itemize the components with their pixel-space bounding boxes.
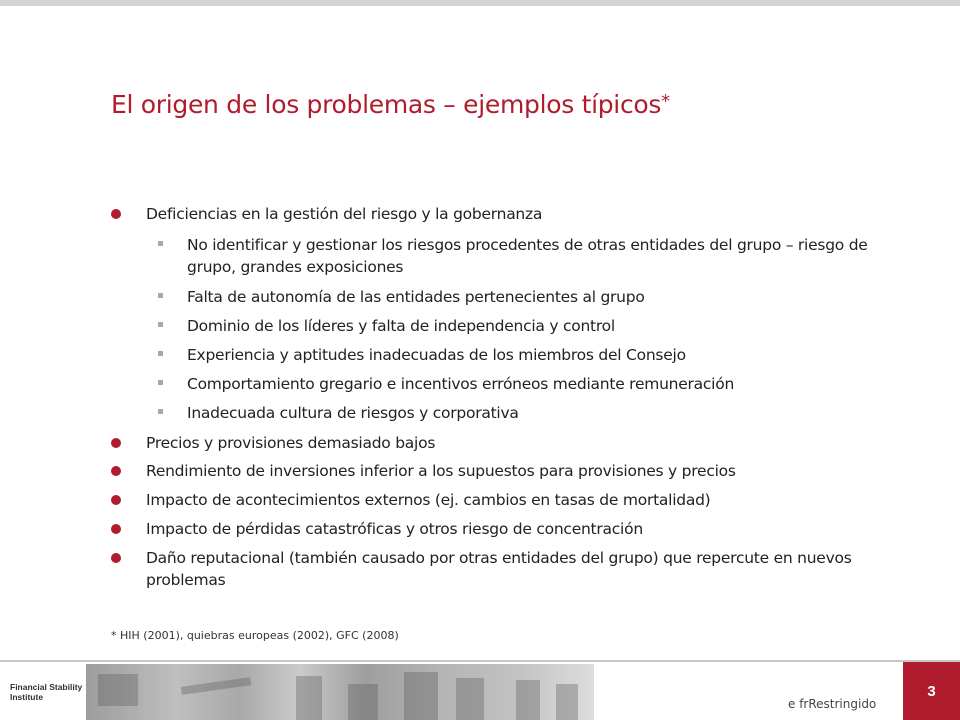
sub-bullet-marker	[158, 351, 163, 356]
bullet-item: Daño reputacional (también causado por otras entidades del grupo) que repercute en nuevos problemas	[146, 549, 852, 589]
footnote: * HIH (2001), quiebras europeas (2002), GFC (2008)	[111, 629, 399, 642]
sub-bullet-item: Falta de autonomía de las entidades pertenecientes al grupo	[187, 288, 645, 306]
bullet-item: Deficiencias en la gestión del riesgo y la gobernanza	[146, 205, 543, 223]
bullet-dot	[111, 524, 121, 534]
sub-bullet-marker	[158, 293, 163, 298]
title-footnote-marker: *	[661, 91, 670, 112]
bullet-dot	[111, 553, 121, 563]
institute-logo	[10, 682, 82, 702]
bullet-dot	[111, 438, 121, 448]
page-number: 3	[903, 662, 960, 720]
bullet-item: Precios y provisiones demasiado bajos	[146, 434, 436, 452]
sub-bullet-marker	[158, 241, 163, 246]
sub-bullet-item: No identificar y gestionar los riesgos procedentes de otras entidades del grupo – riesgo de grupo, grandes exposiciones	[187, 236, 868, 276]
logo-line: Institute	[10, 692, 44, 702]
bullet-item: Rendimiento de inversiones inferior a los supuestos para provisiones y precios	[146, 462, 736, 480]
slide-title: El origen de los problemas – ejemplos típicos*	[111, 90, 670, 119]
sub-bullet-marker	[158, 409, 163, 414]
footer-divider	[0, 660, 960, 662]
bullet-dot	[111, 495, 121, 505]
bullet-dot	[111, 466, 121, 476]
classification-label: e frRestringido	[788, 697, 877, 711]
sub-bullet-item: Dominio de los líderes y falta de independencia y control	[187, 317, 615, 335]
sub-bullet-item: Inadecuada cultura de riesgos y corporativa	[187, 404, 519, 422]
bullet-dot	[111, 209, 121, 219]
sub-bullet-marker	[158, 322, 163, 327]
bullet-item: Impacto de acontecimientos externos (ej. cambios en tasas de mortalidad)	[146, 491, 711, 509]
sub-bullet-item: Comportamiento gregario e incentivos erróneos mediante remuneración	[187, 375, 735, 393]
footer-photo-strip	[86, 664, 594, 720]
logo-line: Financial Stability	[10, 682, 83, 692]
sub-bullet-item: Experiencia y aptitudes inadecuadas de los miembros del Consejo	[187, 346, 686, 364]
bullet-item: Impacto de pérdidas catastróficas y otros riesgo de concentración	[146, 520, 643, 538]
sub-bullet-marker	[158, 380, 163, 385]
top-bar	[0, 0, 960, 6]
